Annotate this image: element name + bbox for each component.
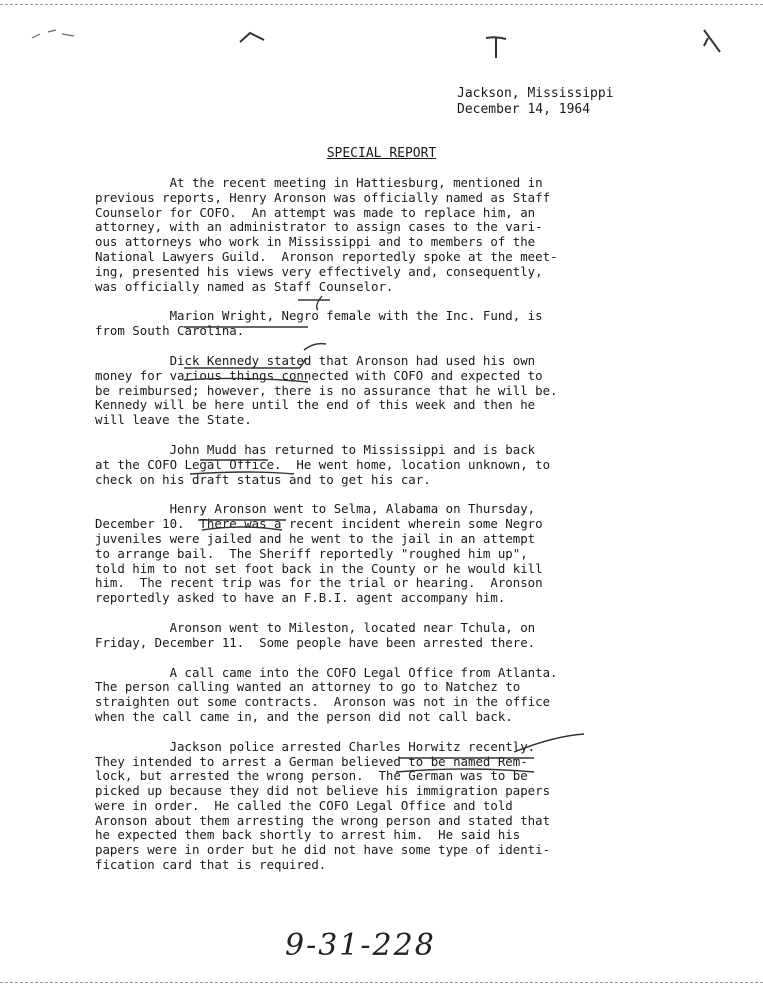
handwritten-tick-mark: [238, 30, 266, 46]
handwritten-file-number: 9-31-228: [285, 928, 436, 963]
handwritten-underline-henry-aronson: [182, 516, 332, 534]
handwritten-underline-marion-wright: [182, 322, 312, 332]
handwritten-underline-charles-horwitz: [394, 730, 594, 776]
bottom-perforation-line: [0, 982, 763, 983]
top-perforation-line: [0, 4, 763, 5]
dateline-place: Jackson, Mississippi: [457, 86, 614, 101]
handwritten-underline-john-mudd: [184, 456, 334, 476]
corner-smudge-mark: [30, 24, 80, 46]
report-title: SPECIAL REPORT: [326, 146, 437, 161]
handwritten-x-mark: [700, 28, 724, 54]
paragraph-mileston: Aronson went to Mileston, located near Tchula, on Friday, December 11. Some people have been arrested there.: [95, 619, 536, 650]
paragraph-charles-horwitz: Jackson police arrested Charles Horwitz recently. They intended to arrest a German believed to be named Rem- lock, but arrested the wrong person. The German was to be picked up because they did not believe his immigration papers were in order. He called the COFO Legal Office and told Aronson about them arresting the wrong person and stated that he expected them back shortly to arrest him. He said his papers were in order but he did not have some type of identi- fication card that is required.: [95, 738, 551, 873]
handwritten-t-mark: [484, 34, 508, 60]
paragraph-dick-kennedy: Dick Kennedy stated that Aronson had used his own money for various things connected with COFO and expected to be reimbursed; however, there is no assurance that he will be. Kennedy will be here until the end of this week and then he will leave the State.: [95, 352, 558, 428]
handwritten-underline-dick-kennedy: [182, 338, 342, 372]
paragraph-atlanta-call: A call came into the COFO Legal Office from Atlanta. The person calling wanted an attorney to go to Natchez to straighten out some contracts. Aronson was not in the office when the call came in, and the person did not call back.: [95, 664, 558, 724]
dateline-date: December 14, 1964: [457, 102, 591, 117]
paragraph-selma-trip: Henry Aronson went to Selma, Alabama on Thursday, December 10. There was a recent incident wherein some Negro juveniles were jailed and he went to the jail in an attempt to arrange bail. The Sheriff reportedly "roughed him up", told him to not set foot back in the County or he would kill him. The recent trip was for the trial or hearing. Aronson reportedly asked to have an F.B.I. agent accompany him.: [95, 501, 543, 606]
dateline: [457, 86, 614, 118]
paragraph-staff-counselor: At the recent meeting in Hattiesburg, mentioned in previous reports, Henry Aronson was officially named as Staff Counselor for COFO. An attempt was made to replace him, an attorney, with an administrator to assign cases to the vari- ous attorneys who work in Mississippi and to members of the National Lawyers Guild. Aronson reportedly spoke at the meet- ing, presented his views very effectively and, consequently, was officially named as Staff Counselor.: [95, 175, 558, 294]
handwritten-strike-various-things: [182, 374, 312, 386]
paragraph-john-mudd: John Mudd has returned to Mississippi and is back at the COFO Legal Office. He went home, location unknown, to check on his draft status and to get his car.: [95, 441, 551, 487]
report-body: [95, 176, 665, 888]
paragraph-marion-wright: Marion Wright, Negro female with the Inc. Fund, is from South Carolina.: [95, 308, 543, 339]
handwritten-underline-staff: [296, 290, 336, 312]
